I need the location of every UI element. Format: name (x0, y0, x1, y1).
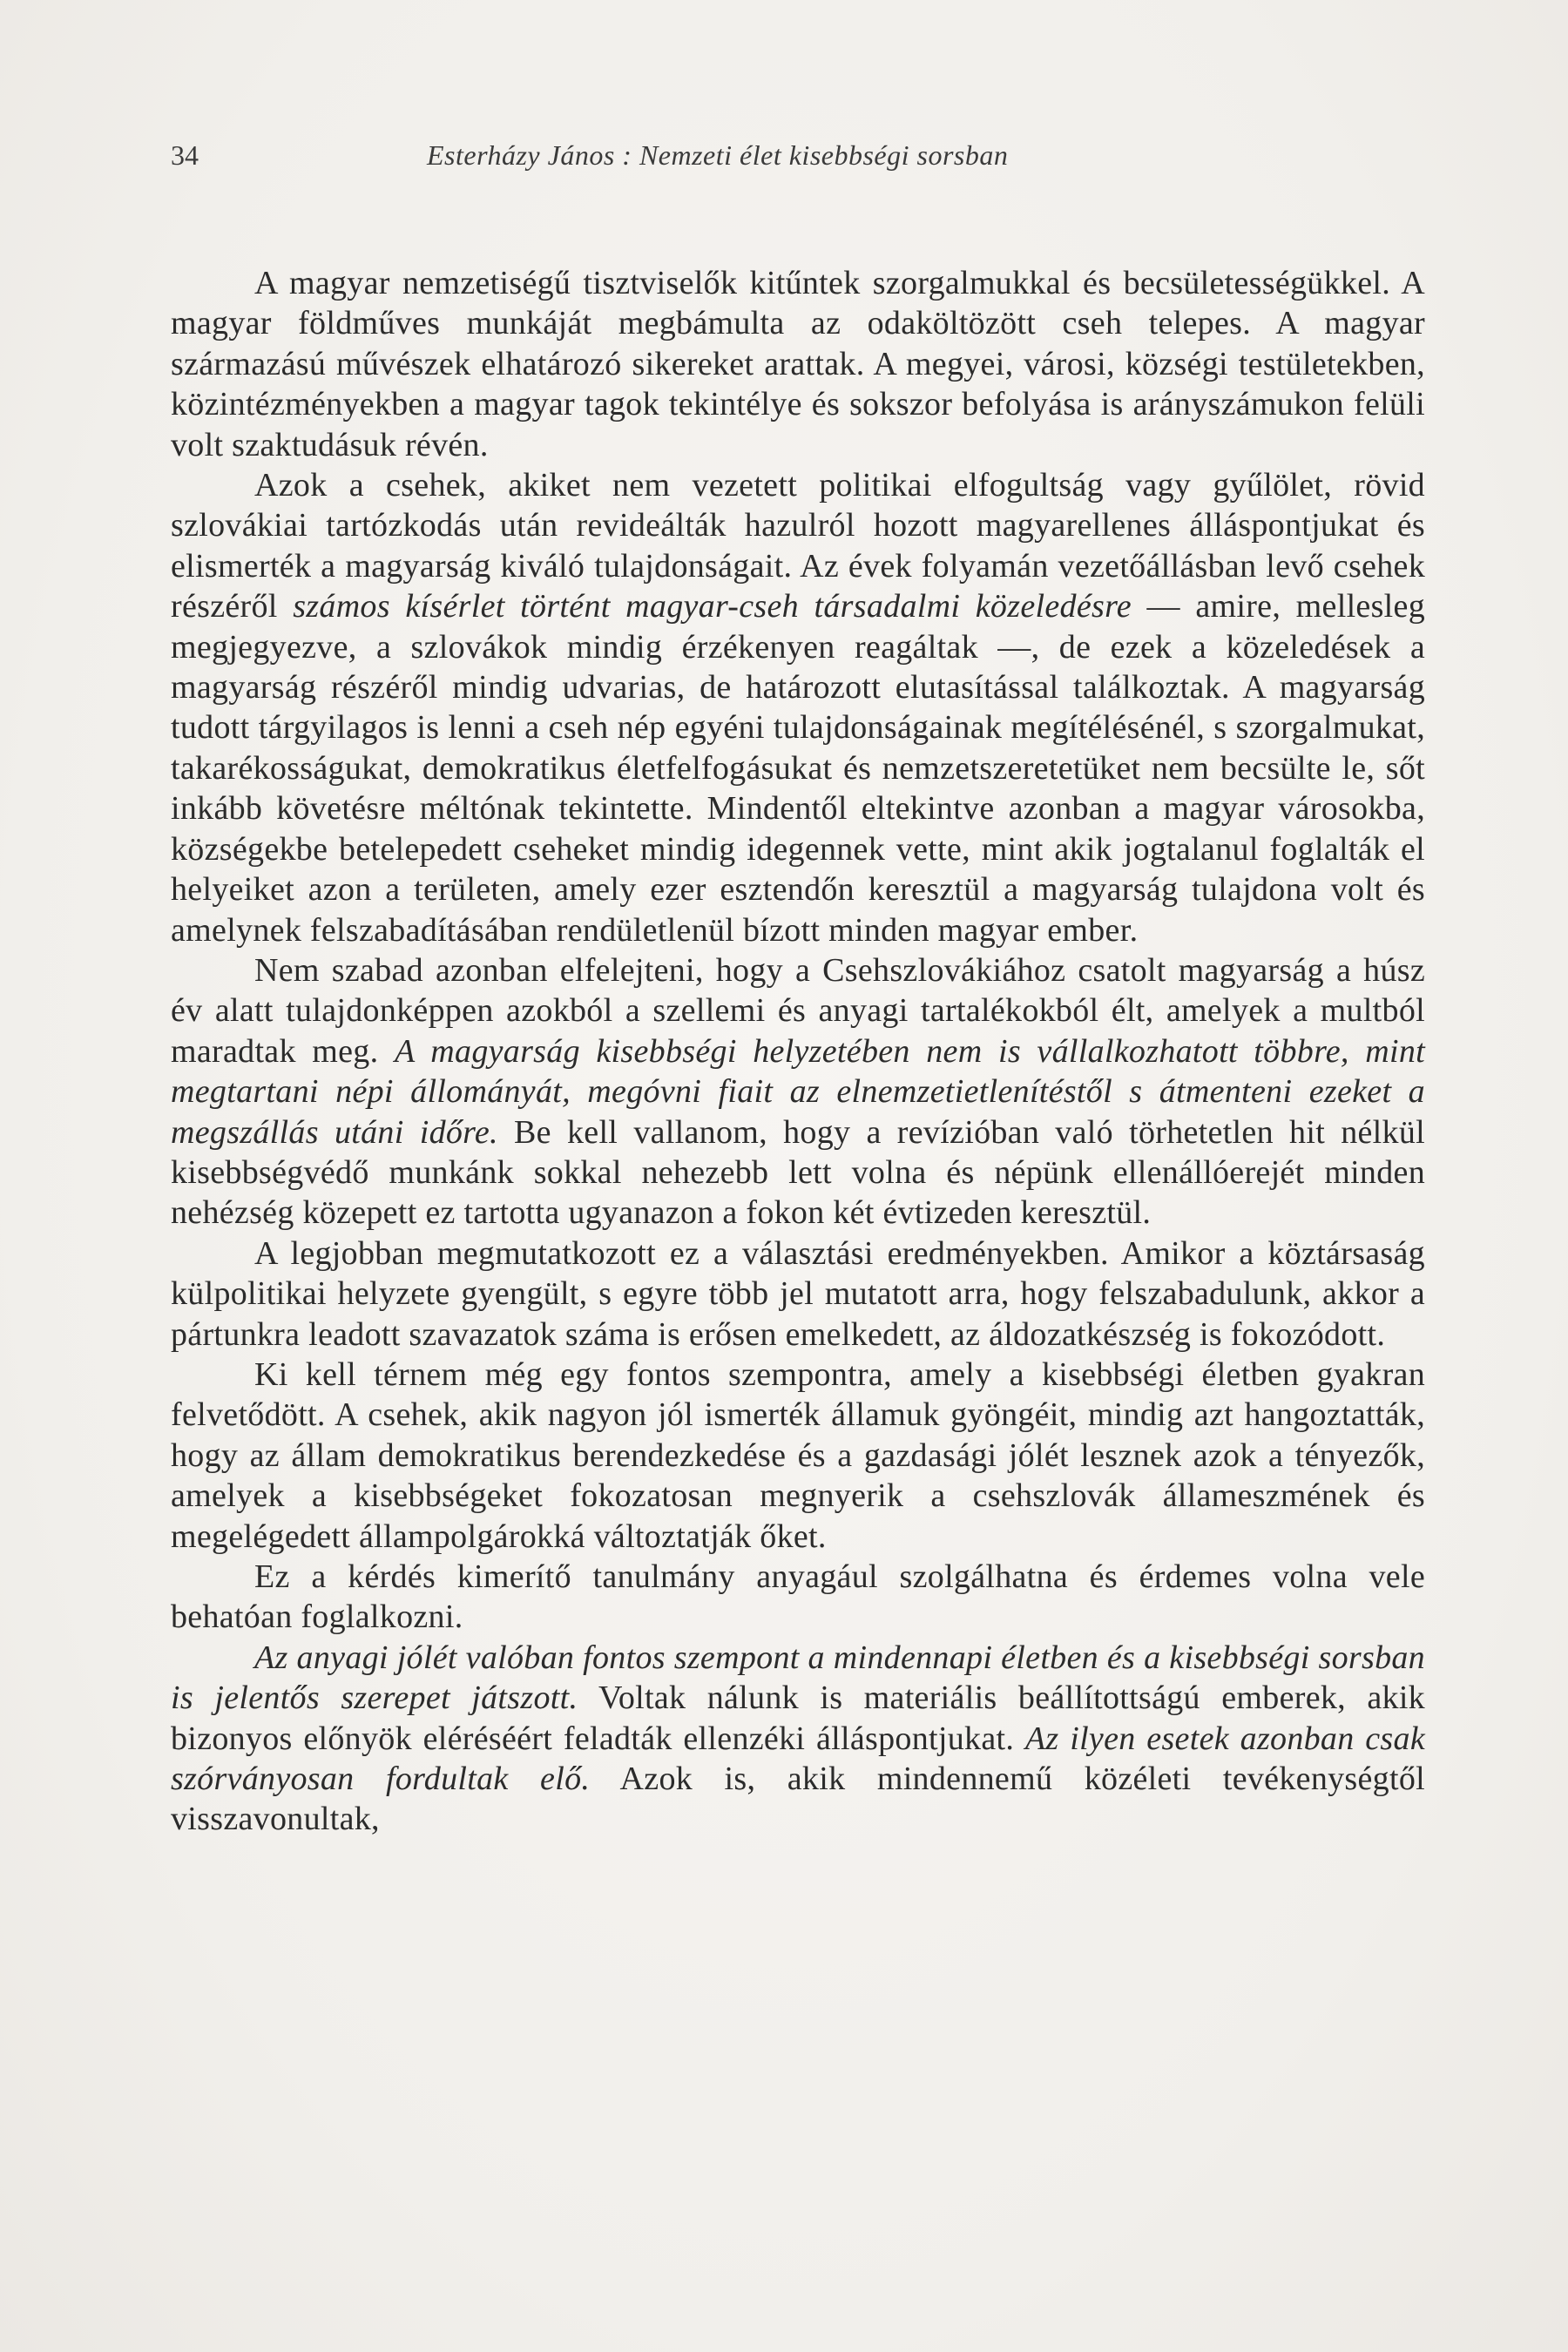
paragraph-text: Ki kell térnem még egy fontos szempontra, amely a kisebbségi életben gyakran felvetődött. A csehek, akik nagyon jól ismerték államuk gyöngéit, mindig azt hangoztatták, hogy az állam demokratikus berendezkedése és a gazdasági jólét lesznek azok a tényezők, amelyek a kisebbségeket fokozatosan megnyerik a csehszlovák állameszmének és megelégedett állampolgárokká változtatják őket. (171, 1355, 1425, 1555)
paragraph (171, 263, 1425, 465)
body-text (171, 263, 1425, 1840)
paragraph (171, 1557, 1425, 1638)
paragraph-text: Be kell vallanom, hogy a revízióban való törhetetlen hit nélkül kisebbségvédő munkánk sokkal nehezebb lett volna és népünk ellenállóerejét minden nehézség közepett ez tartotta ugyanazon a fokon két évtizeden keresztül. (171, 1113, 1425, 1232)
paragraph-text: — amire, mellesleg megjegyezve, a szlovákok mindig érzékenyen reagáltak —, de ezek a közeledések a magyarság részéről mindig udvarias, de határozott elutasítással találkoztak. A magyarság tudott tárgyilagos is lenni a cseh nép egyéni tulajdonságainak megítélésénél, s szorgalmukat, takarékosságukat, demokratikus életfelfogásukat és nemzetszeretetüket nem becsülte le, sőt inkább követésre méltónak tekintette. Mindentől eltekintve azonban a magyar városokba, községekbe betelepedett cseheket mindig idegennek vette, mint akik jogtalanul foglalták el helyeiket azon a területen, amely ezer esztendőn keresztül a magyarság tulajdona volt és amelynek felszabadításában rendületlenül bízott minden magyar ember. (171, 588, 1426, 949)
emphasized-text: A magyarság kisebbségi helyzetében nem is vállalkozhatott többre, mint megtartani népi állományát, megóvni fiait az elnemzetietlenítéstől s átmenteni ezeket a megszállás utáni időre. (171, 1032, 1425, 1151)
paragraph-text: Azok is, akik mindennemű közéleti tevékenységtől visszavonultak, (171, 1761, 1425, 1838)
paragraph (171, 1233, 1425, 1355)
paragraph (171, 950, 1425, 1233)
emphasized-text: Az ilyen esetek azonban csak szórványosan fordultak elő. (171, 1720, 1425, 1798)
paragraph-text: Ez a kérdés kimerítő tanulmány anyagául szolgálhatna és érdemes volna vele behatóan foglalkozni. (171, 1558, 1425, 1636)
emphasized-text: számos kísérlet történt magyar-cseh társadalmi közeledésre (293, 588, 1132, 625)
paragraph-text: A legjobban megmutatkozott ez a választási eredményekben. Amikor a köztársaság külpolitikai helyzete gyengült, s egyre több jel mutatott arra, hogy felszabadulunk, akkor a pártunkra leadott szavazatok száma is erősen emelkedett, az áldozatkészség is fokozódott. (171, 1234, 1425, 1353)
paragraph-text: Azok a csehek, akiket nem vezetett politikai elfogultság vagy gyűlölet, rövid szlovákiai tartózkodás után revideálták hazulról hozott magyarellenes álláspontjukat és elismerték a magyarság kiváló tulajdonságait. Az évek folyamán vezetőállásban levő csehek részéről (171, 467, 1425, 625)
running-title: Esterházy János : Nemzeti élet kisebbségi sorsban (427, 139, 1009, 171)
paragraph-text: A magyar nemzetiségű tisztviselők kitűntek szorgalmukkal és becsületességükkel. A magyar földműves munkáját megbámulta az odaköltözött cseh telepes. A magyar származású művészek elhatározó sikereket arattak. A megyei, városi, községi testületekben, közintézményekben a magyar tagok tekintélye és sokszor befolyása is arányszámukon felüli volt szaktudásuk révén. (171, 265, 1425, 463)
paragraph-text: Voltak nálunk is materiális beállítottságú emberek, akik bizonyos előnyök eléréséért feladták ellenzéki álláspontjukat. (171, 1680, 1425, 1757)
paragraph (171, 1638, 1425, 1840)
paragraph-text: Nem szabad azonban elfelejteni, hogy a Csehszlovákiához csatolt magyarság a húsz év alatt tulajdonképpen azokból a szellemi és anyagi tartalékokból élt, amelyek a multból maradtak meg. (171, 951, 1425, 1070)
page-number: 34 (171, 139, 199, 171)
paragraph (171, 1355, 1425, 1557)
emphasized-text: Az anyagi jólét valóban fontos szempont a mindennapi életben és a kisebbségi sorsban is jelentős szerepet játszott. (171, 1639, 1425, 1717)
paragraph (171, 465, 1425, 950)
page-header (171, 139, 1425, 174)
